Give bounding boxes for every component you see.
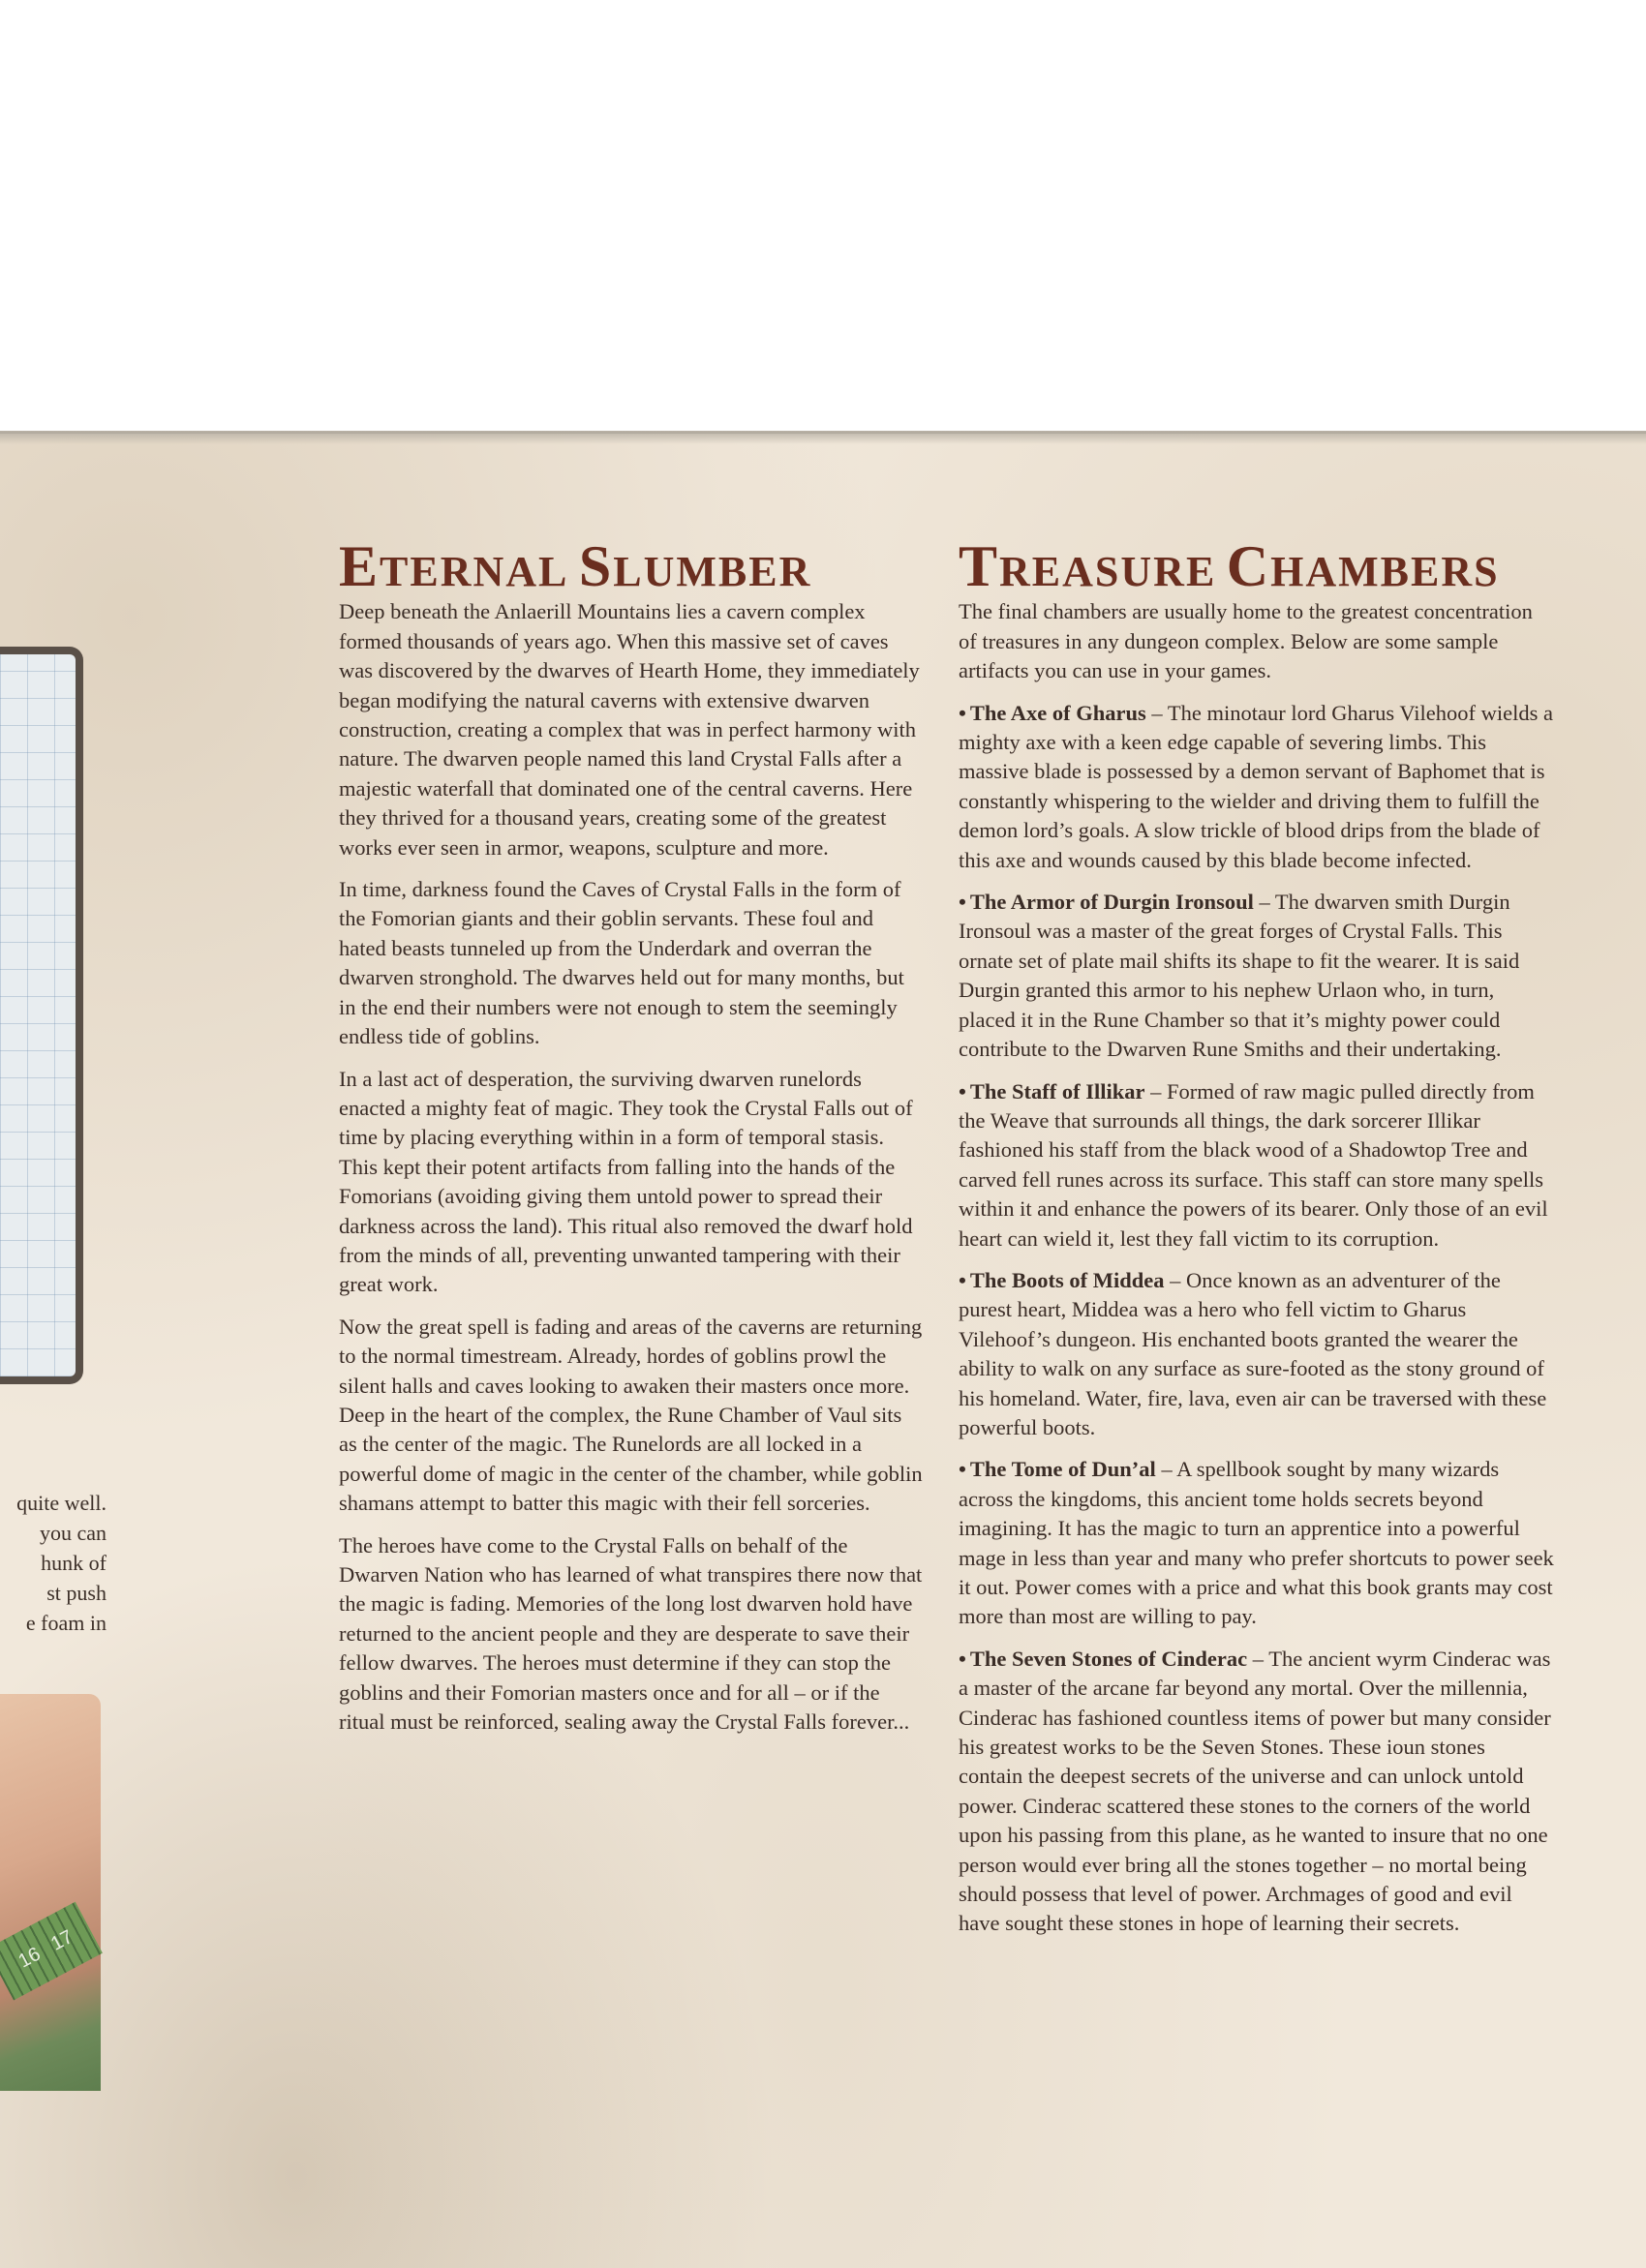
paragraph: In a last act of desperation, the surviving dwarven runelords enacted a mighty feat of magic. They took the Crystal Falls out of time by placing everything within in a form of temporal stasis. This kept their potent artifacts from falling into the hands of the Fomorians (avoiding giving them untold power to spread their darkness across the land). This ritual also removed the dwarf hold from the minds of all, preventing unwanted tampering with their great work. xyxy=(339,1066,913,1297)
artifact-entry: • The Armor of Durgin Ironsoul – The dwarven smith Durgin Ironsoul was a master of the great forges of Crystal Falls. This ornate set of plate mail shifts its shape to fit the wearer. It is said Durgin granted this armor to his nephew Urlaon who, in turn, placed it in the Rune Chamber so that it’s mighty power could contribute to the Dwarven Rune Smiths and their undertaking. xyxy=(959,890,1520,1062)
page-edge-shadow xyxy=(0,431,1646,444)
paragraph: In time, darkness found the Caves of Crystal Falls in the form of the Fomorian giants and their goblin servants. These foul and hated beasts tunneled up from the Underdark and overran the dwarven stronghold. The dwarves held out for many months, but in the end their numbers were not enough to stem the seemingly endless tide of goblins. xyxy=(339,877,904,1049)
section-heading: ETERNAL SLUMBER xyxy=(339,534,812,598)
eternal-slumber-column xyxy=(339,534,925,1749)
paragraph: The heroes have come to the Crystal Falls on behalf of the Dwarven Nation who has learned of what transpires there now that the magic is fading. Memories of the long lost dwarven hold have returned to the ancient people and they are desperate to save their fellow dwarves. The heroes must determine if they can stop the goblins and their Fomorian masters once and for all – or if the ritual must be reinforced, sealing away the Crystal Falls forever... xyxy=(339,1532,923,1735)
snippet-line: e foam in xyxy=(25,1611,107,1635)
artifact-entry: • The Staff of Illikar – Formed of raw magic pulled directly from the Weave that surrounds all things, the dark sorcerer Illikar fashioned his staff from the black wood of a Shadowtop Tree and carved fell runes across its surface. This staff can store many spells within it and enhance the powers of its bearer. Only those of an evil heart can wield it, lest they fall victim to its corruption. xyxy=(959,1078,1548,1251)
paragraph: Deep beneath the Anlaerill Mountains lies a cavern complex formed thousands of years ago. When this massive set of caves was discovered by the dwarves of Hearth Home, they immediately began modifying the natural caverns with extensive dwarven construction, creating a complex that was in perfect harmony with nature. The dwarven people named this land Crystal Falls after a majestic waterfall that dominated one of the central caverns. Here they thrived for a thousand years, creating some of the greatest works ever seen in armor, weapons, sculpture and more. xyxy=(339,599,920,860)
snippet-line: you can xyxy=(39,1521,107,1545)
adjacent-page-text xyxy=(0,1488,107,1638)
snippet-line: hunk of xyxy=(41,1551,107,1575)
snippet-line: quite well. xyxy=(16,1491,107,1515)
ruler-number: 16 xyxy=(15,1943,45,1973)
artifact-entry: • The Tome of Dun’al – A spellbook sought by many wizards across the kingdoms, this ancient tome holds secrets beyond imagining. It has the magic to turn an apprentice into a powerful mage in less than year and many who prefer shortcuts to power seek it out. Power comes with a price and what this book grants may cost more than most are willing to pay. xyxy=(959,1457,1554,1629)
artifact-entry: • The Axe of Gharus – The minotaur lord Gharus Vilehoof wields a mighty axe with a keen edge capable of severing limbs. This massive blade is possessed by a demon servant of Baphomet that is constantly whispering to the wielder and driving them to fulfill the demon lord’s goals. A slow trickle of blood drips from the blade of this axe and wounds caused by this blade become infected. xyxy=(959,700,1554,872)
section-heading: TREASURE CHAMBERS xyxy=(959,534,1500,598)
paragraph: Now the great spell is fading and areas of the caverns are returning to the normal timestream. Already, hordes of goblins prowl the silent halls and caves looking to awaken their masters once more. Deep in the heart of the complex, the Rune Chamber of Vaul sits as the center of the magic. The Runelords are all locked in a powerful dome of magic in the center of the chamber, while goblin shamans attempt to batter this magic with their fell sorceries. xyxy=(339,1314,923,1516)
treasure-chambers-column xyxy=(959,534,1554,1951)
intro-paragraph: The final chambers are usually home to the greatest concentration of treasures in any dungeon complex. Below are some sample artifacts you can use in your games. xyxy=(959,599,1533,683)
hand-photo-image xyxy=(0,1694,101,2091)
artifact-entry: • The Boots of Middea – Once known as an adventurer of the purest heart, Middea was a hero who fell victim to Gharus Vilehoof’s dungeon. His enchanted boots granted the wearer the ability to walk on any surface as sure-footed as the stony ground of his homeland. Water, fire, lava, even air can be traversed with these powerful boots. xyxy=(959,1267,1547,1439)
ruler-number: 17 xyxy=(47,1925,77,1955)
snippet-line: st push xyxy=(46,1581,107,1605)
graph-paper-notebook-image xyxy=(0,647,83,1384)
artifact-entry: • The Seven Stones of Cinderac – The ancient wyrm Cinderac was a master of the arcane far beyond any mortal. Over the millennia, Cinderac has fashioned countless items of power but many consider his greatest works to be the Seven Stones. These ioun stones contain the deepest secrets of the universe and can unlock untold power. Cinderac scattered these stones to the corners of the world upon his passing from this plane, as he wanted to insure that no one person would ever bring all the stones together – no mortal being should possess that level of power. Archmages of good and evil have sought these stones in hope of learning their secrets. xyxy=(959,1646,1551,1936)
